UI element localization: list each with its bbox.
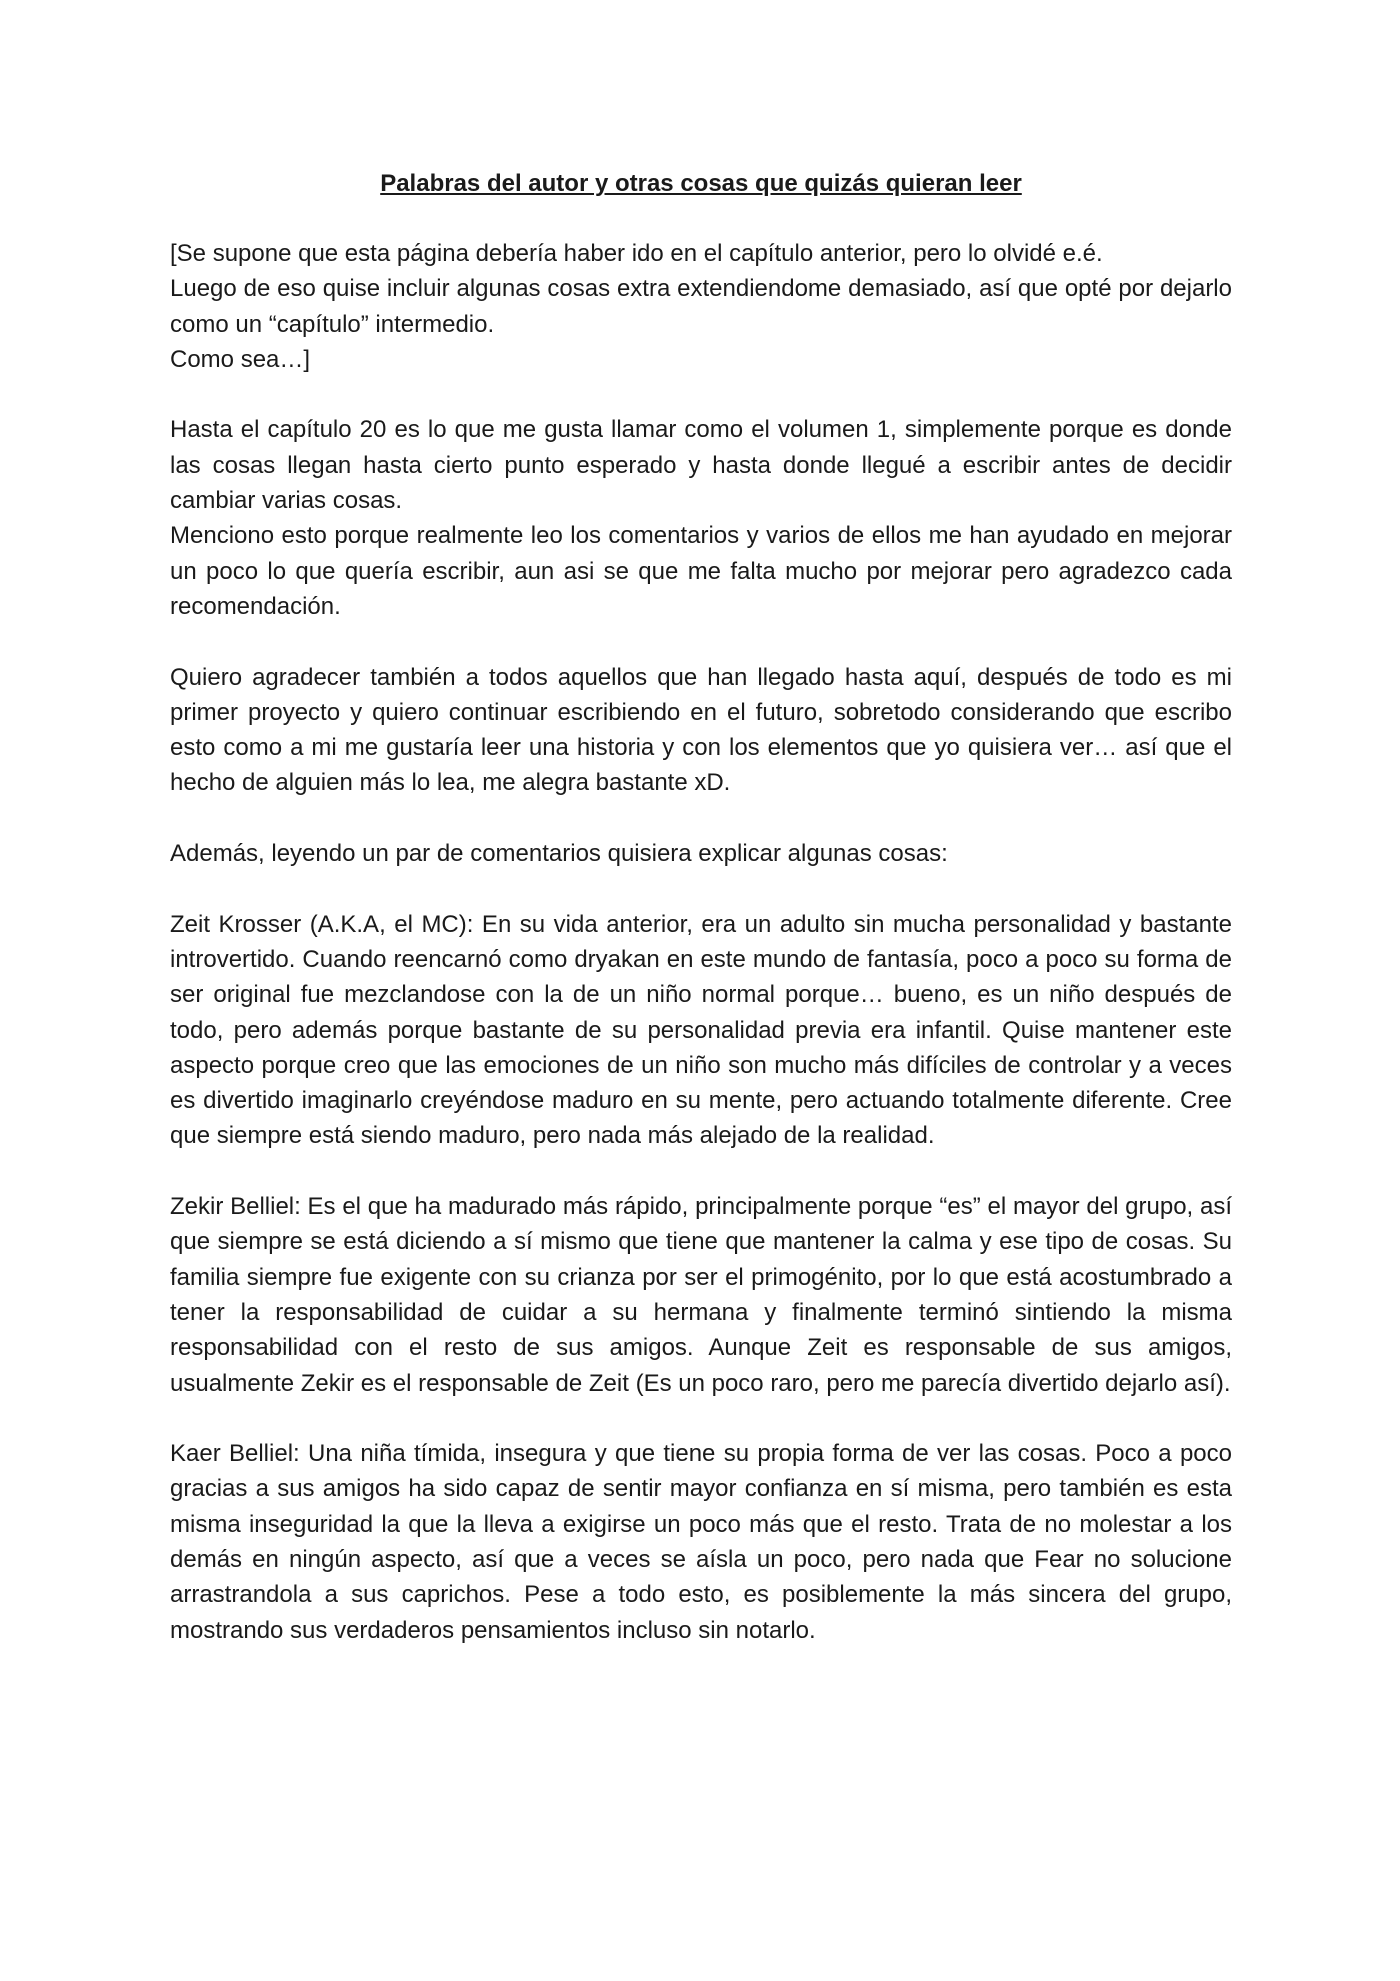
page-title: Palabras del autor y otras cosas que quizás quieran leer: [380, 170, 1022, 197]
character-zekir-paragraph: Zekir Belliel: Es el que ha madurado más rápido, principalmente porque “es” el mayor del grupo, así que siempre se está diciendo a sí mismo que tiene que mantener la calma y ese tipo de cosas. Su familia siempre fue exigente con su crianza por ser el primogénito, por lo que está acostumbrado a tener la responsabilidad de cuidar a su hermana y finalmente terminó sintiendo la misma responsabilidad con el resto de sus amigos. Aunque Zeit es responsable de sus amigos, usualmente Zekir es el responsable de Zeit (Es un poco raro, pero me parecía divertido dejarlo así).: [170, 1193, 1232, 1397]
intro-note: [170, 236, 1232, 377]
page-content: [170, 166, 1232, 1683]
intro-line: Como sea…]: [170, 345, 311, 373]
explain-paragraph: Además, leyendo un par de comentarios quisiera explicar algunas cosas:: [170, 840, 948, 868]
intro-line: [Se supone que esta página debería haber ido en el capítulo anterior, pero lo olvidé e.é.: [170, 240, 1103, 267]
volume-section: [170, 412, 1232, 624]
volume-paragraph: Hasta el capítulo 20 es lo que me gusta llamar como el volumen 1, simplemente porque es donde las cosas llegan hasta cierto punto esperado y hasta donde llegué a escribir antes de decidir cambiar varias cosas.: [170, 416, 1232, 515]
thanks-paragraph: Quiero agradecer también a todos aquellos que han llegado hasta aquí, después de todo es mi primer proyecto y quiero continuar escribiendo en el futuro, sobretodo considerando que escribo esto como a mi me gustaría leer una historia y con los elementos que yo quisiera ver… así que el hecho de alguien más lo lea, me alegra bastante xD.: [170, 663, 1232, 797]
intro-line: Luego de eso quise incluir algunas cosas extra extendiendome demasiado, así que opté por dejarlo como un “capítulo” intermedio.: [170, 275, 1232, 338]
comments-paragraph: Menciono esto porque realmente leo los comentarios y varios de ellos me han ayudado en mejorar un poco lo que quería escribir, aun asi se que me falta mucho por mejorar pero agradezco cada recomendación.: [170, 522, 1232, 620]
character-zeit-paragraph: Zeit Krosser (A.K.A, el MC): En su vida anterior, era un adulto sin mucha personalidad y bastante introvertido. Cuando reencarnó como dryakan en este mundo de fantasía, poco a poco su forma de ser original fue mezclandose con la de un niño normal porque… bueno, es un niño después de todo, pero además porque bastante de su personalidad previa era infantil. Quise mantener este aspecto porque creo que las emociones de un niño son mucho más difíciles de controlar y a veces es divertido imaginarlo creyéndose maduro en su mente, pero actuando totalmente diferente. Cree que siempre está siendo maduro, pero nada más alejado de la realidad.: [170, 910, 1232, 1150]
character-kaer-paragraph: Kaer Belliel: Una niña tímida, insegura y que tiene su propia forma de ver las cosas. Poco a poco gracias a sus amigos ha sido capaz de sentir mayor confianza en sí misma, pero también es esta misma inseguridad la que la lleva a exigirse un poco más que el resto. Trata de no molestar a los demás en ningún aspecto, así que a veces se aísla un poco, pero nada que Fear no solucione arrastrandola a sus caprichos. Pese a todo esto, es posiblemente la más sincera del grupo, mostrando sus verdaderos pensamientos incluso sin notarlo.: [170, 1440, 1232, 1644]
